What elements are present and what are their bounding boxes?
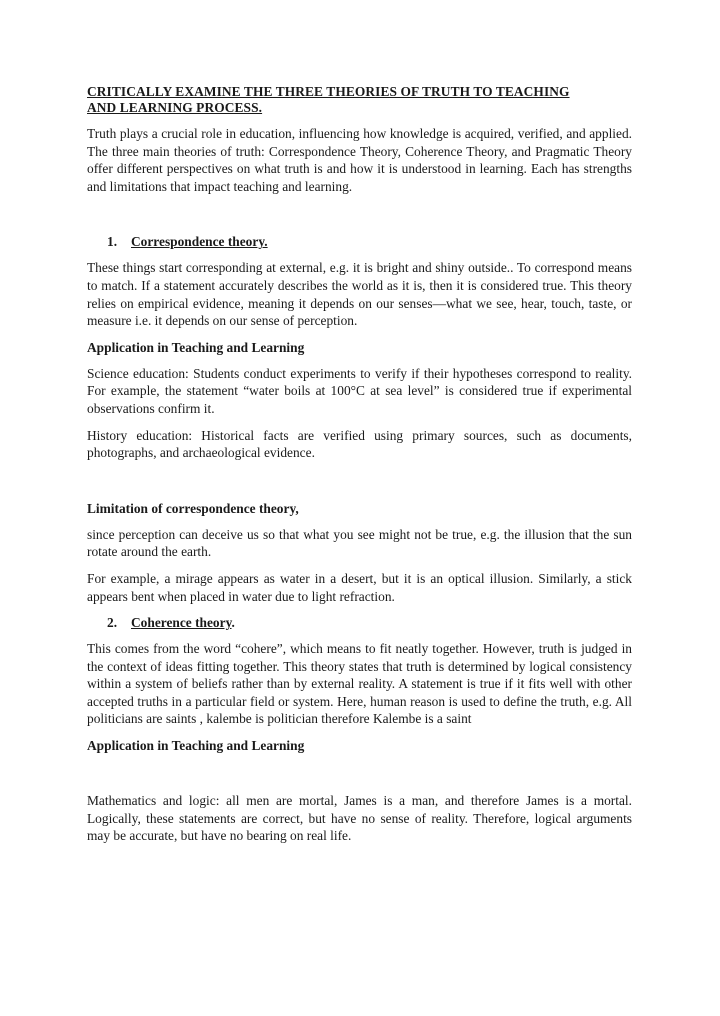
title-line-2: AND LEARNING PROCESS. [87,100,263,115]
section-1-paragraph: These things start corresponding at external, e.g. it is bright and shiny outside.. To correspond means to match. If a statement accurately describes the world as it is, then it is considered true. This theory relies on empirical evidence, meaning it depends on our senses—what we see, hear, touch, taste, or measure i.e. it depends on our sense of perception. [87,260,632,329]
intro-paragraph: Truth plays a crucial role in education, influencing how knowledge is acquired, verified, and applied. The three main theories of truth: Correspondence Theory, Coherence Theory, and Pragmatic Theory offer different perspectives on what truth is and how it is understood in learning. Each has strengths and limitations that impact teaching and learning. [87,126,632,194]
section-1-application-science: Science education: Students conduct experiments to verify if their hypotheses correspond to reality. For example, the statement “water boils at 100°C at sea level” is considered true if experimental observations confirm it. [87,365,632,416]
section-1-application-heading: Application in Teaching and Learning [87,339,305,355]
section-1-number: 1. [107,234,118,250]
section-2-application-heading: Application in Teaching and Learning [87,738,305,754]
section-2-application-math: Mathematics and logic: all men are mortal, James is a man, and therefore James is a mortal. Logically, these statements are correct, but have no sense of reality. Therefore, logical arguments may be accurate, but have no bearing on real life. [87,793,632,844]
section-2-paragraph: This comes from the word “cohere”, which means to fit neatly together. However, truth is judged in the context of ideas fitting together. This theory states that truth is determined by logical consistency within a system of beliefs rather than by external reality. A statement is true if it fits well with other accepted truths in a particular field or system. Here, human reason is used to define the truth, e.g. All politicians are saints , kalembe is politician therefore Kalembe is a saint [87,641,632,727]
section-2-heading [87,614,632,631]
document-title [87,84,632,116]
section-2-title: Coherence theory [131,615,232,631]
document-body [87,84,632,845]
section-1-title: Correspondence theory. [131,234,268,250]
section-1-heading [87,233,632,250]
section-1-application-history: History education: Historical facts are verified using primary sources, such as documents, photographs, and archaeological evidence. [87,427,632,461]
section-1-limitation-paragraph-1: since perception can deceive us so that what you see might not be true, e.g. the illusion that the sun rotate around the earth. [87,526,632,560]
section-2-title-suffix: . [231,615,235,631]
section-1-limitation-heading: Limitation of correspondence theory, [87,500,299,516]
section-1-limitation-paragraph-2: For example, a mirage appears as water in a desert, but it is an optical illusion. Similarly, a stick appears bent when placed in water due to light refraction. [87,570,632,604]
title-line-1: CRITICALLY EXAMINE THE THREE THEORIES OF TRUTH TO TEACHING [87,84,570,99]
section-2-number: 2. [107,615,118,631]
